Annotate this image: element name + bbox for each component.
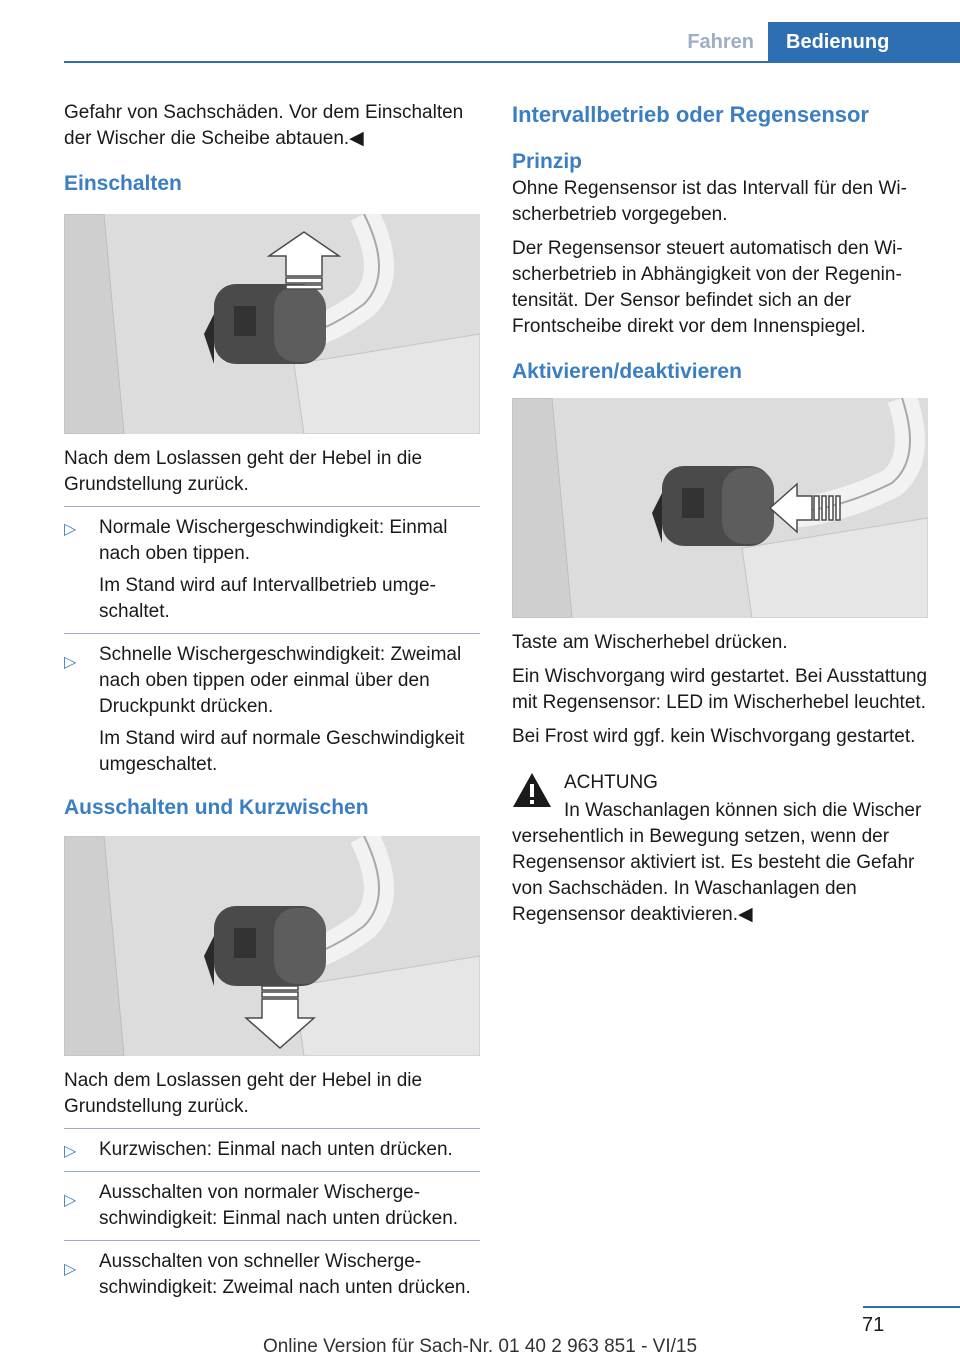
off-list	[64, 1137, 480, 1301]
list-item	[64, 1137, 480, 1163]
list-divider	[64, 506, 480, 507]
warning-triangle-icon	[512, 772, 552, 808]
figure-lever-button	[512, 398, 928, 618]
triangle-marker-icon: ▷	[64, 654, 77, 671]
prinzip-paragraph-1: Ohne Regensensor ist das Intervall für den Wischerbetrieb vorgegeben.	[512, 178, 907, 225]
heading-prinzip: Prinzip	[512, 150, 583, 173]
heading-aktivieren: Aktivieren/deaktivieren	[512, 360, 742, 383]
heading-einschalten: Einschalten	[64, 172, 182, 195]
list-item-text: Ausschalten von schneller Wischergeschwindigkeit: Zweimal nach unten drücken.	[99, 1251, 471, 1298]
list-item-text: Kurzwischen: Einmal nach unten drücken.	[99, 1139, 453, 1160]
aktivieren-paragraph-2: Ein Wischvorgang wird gestartet. Bei Ausstattung mit Regensensor: LED im Wischerhebel leuchtet.	[512, 666, 928, 713]
list-divider	[64, 633, 480, 634]
list-divider	[64, 1171, 480, 1172]
list-item-text: Normale Wischergeschwindigkeit: Einmal nach oben tippen.	[99, 517, 448, 564]
list-item	[64, 1171, 480, 1232]
prinzip-paragraph-2: Der Regensensor steuert automatisch den Wischerbetrieb in Abhängigkeit von der Regenintensität. Der Sensor befindet sich an der Frontscheibe direkt vor dem Innenspiegel.	[512, 238, 903, 337]
header-tabs	[648, 22, 960, 62]
speed-list	[64, 515, 480, 778]
after-figure-1-text: Nach dem Loslassen geht der Hebel in die Grundstellung zurück.	[64, 448, 423, 495]
list-item	[64, 1240, 480, 1301]
list-divider	[64, 1128, 480, 1129]
aktivieren-paragraph-3: Bei Frost wird ggf. kein Wischvorgang gestartet.	[512, 726, 916, 747]
list-item-text: Ausschalten von normaler Wischergeschwindigkeit: Einmal nach unten drücken.	[99, 1182, 459, 1229]
list-divider	[64, 1240, 480, 1241]
triangle-marker-icon: ▷	[64, 1192, 77, 1209]
heading-ausschalten: Ausschalten und Kurzwischen	[64, 796, 369, 819]
warning-text: In Waschanlagen können sich die Wischer versehentlich in Bewegung setzen, wenn der Regensensor aktiviert ist. Es besteht die Gefahr von Sachschäden. In Waschanlagen den Regensensor deaktivieren.◀	[512, 800, 922, 925]
triangle-marker-icon: ▷	[64, 1261, 77, 1278]
triangle-marker-icon: ▷	[64, 1143, 77, 1160]
left-column	[64, 100, 480, 1309]
heading-intervall: Intervallbetrieb oder Regensensor	[512, 102, 869, 127]
header-divider	[64, 61, 960, 63]
right-column	[512, 100, 928, 936]
warning-box	[512, 770, 928, 928]
warning-title: ACHTUNG	[564, 772, 658, 793]
tab-section[interactable]: Bedienung	[768, 22, 960, 62]
list-item-subtext: Im Stand wird auf Intervallbetrieb umgeschaltet.	[99, 575, 436, 622]
page-number: 71	[862, 1314, 885, 1336]
footer-divider	[863, 1306, 960, 1308]
figure-lever-down	[64, 836, 480, 1056]
after-figure-2-text: Nach dem Loslassen geht der Hebel in die Grundstellung zurück.	[64, 1070, 423, 1117]
figure-lever-up	[64, 214, 480, 434]
intro-paragraph: Gefahr von Sachschäden. Vor dem Einschalten der Wischer die Scheibe abtauen.◀	[64, 102, 464, 149]
tab-chapter[interactable]: Fahren	[687, 31, 754, 53]
list-item-text: Schnelle Wischergeschwindigkeit: Zweimal nach oben tippen oder einmal über den Druckpunkt drücken.	[99, 644, 462, 717]
list-item	[64, 515, 480, 625]
list-item-subtext: Im Stand wird auf normale Geschwindigkeit umgeschaltet.	[99, 728, 465, 775]
list-item	[64, 633, 480, 778]
triangle-marker-icon: ▷	[64, 521, 77, 538]
aktivieren-paragraph-1: Taste am Wischerhebel drücken.	[512, 632, 788, 653]
footer-text: Online Version für Sach-Nr. 01 40 2 963 851 - VI/15	[262, 1336, 698, 1357]
